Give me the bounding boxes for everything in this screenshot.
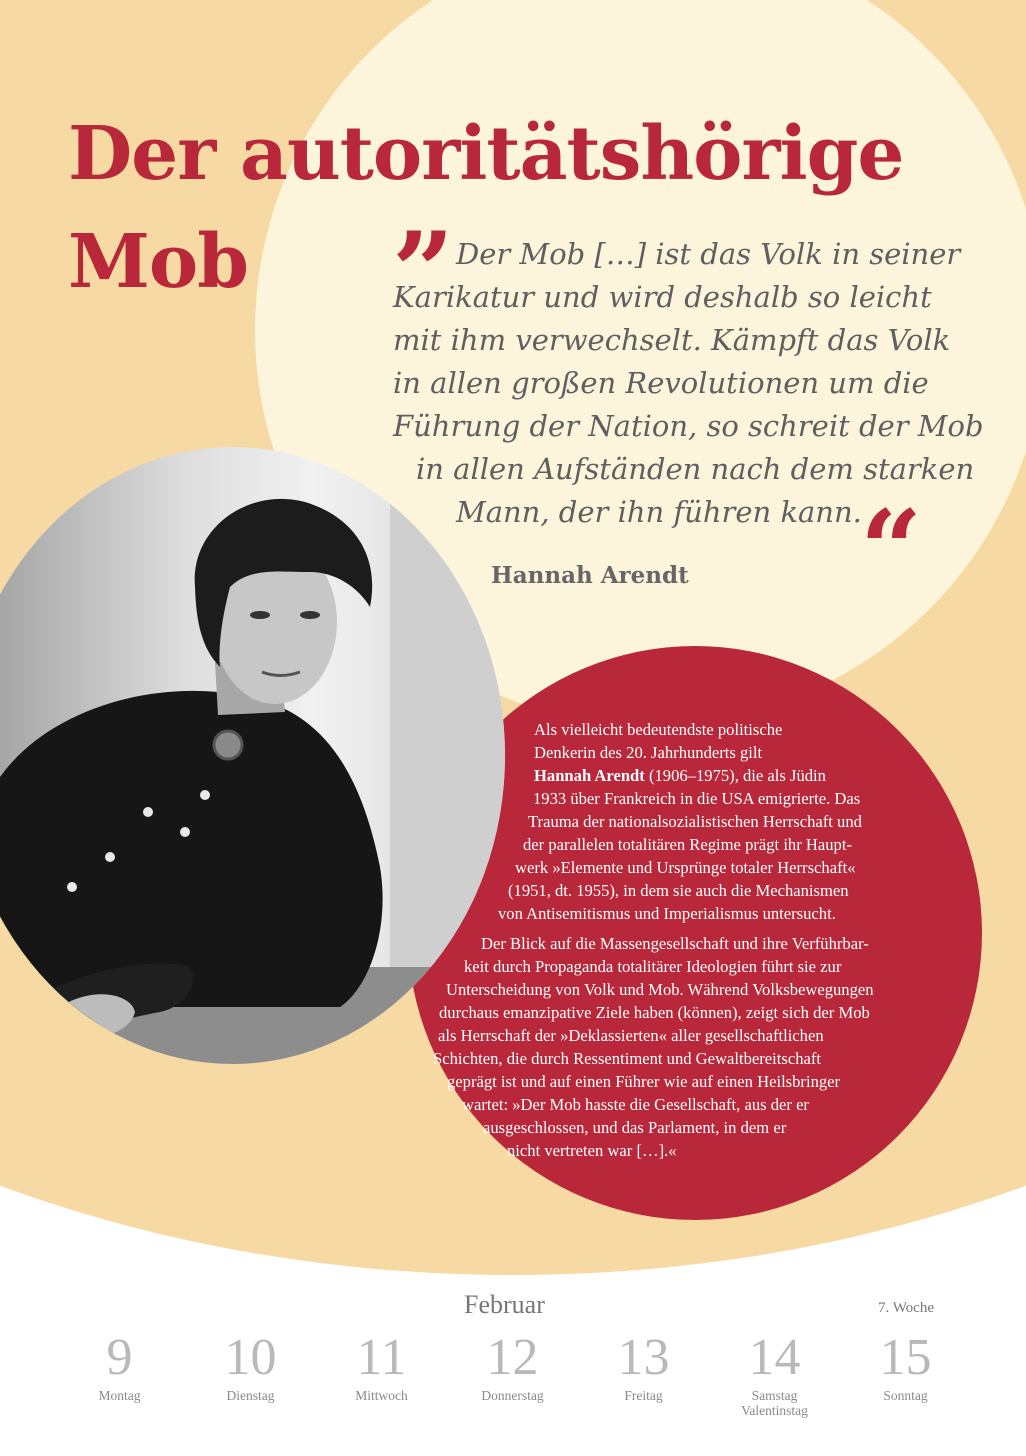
day-number: 13 (617, 1329, 670, 1386)
title-line-2: Mob (68, 219, 249, 305)
body-text-line (534, 764, 826, 787)
quote-author: Hannah Arendt (491, 562, 689, 589)
day-number: 9 (106, 1329, 133, 1386)
body-text-line: Unterscheidung von Volk und Mob. Während Volksbewegungen (446, 980, 874, 999)
day-name: Dienstag (226, 1388, 275, 1403)
body-text-line: 1933 über Frankreich in die USA emigrierte. Das (533, 789, 861, 808)
day-number: 12 (486, 1329, 539, 1386)
day-name: Freitag (624, 1388, 663, 1403)
calendar-week: 7. Woche (878, 1300, 935, 1316)
calendar-day (840, 1328, 971, 1403)
body-text-line: Schichten, die durch Ressentiment und Gewaltbereitschaft (433, 1049, 821, 1068)
quote-line: in allen Aufständen nach dem starken (416, 452, 975, 486)
calendar-day (316, 1328, 447, 1403)
body-text-line: als Herrschaft der »Deklassierten« aller gesellschaftlichen (438, 1026, 824, 1045)
calendar-day (578, 1328, 709, 1403)
body-text-line: Der Blick auf die Massengesellschaft und ihre Verführbar- (481, 934, 869, 953)
calendar-day (54, 1328, 185, 1403)
body-text-line: (1951, dt. 1955), in dem sie auch die Mechanismen (508, 881, 849, 900)
title-line-1: Der autoritätshörige (68, 111, 904, 197)
body-text-line: ausgeschlossen, und das Parlament, in dem er (483, 1118, 787, 1137)
body-bold-name: Hannah Arendt (534, 766, 645, 785)
day-number: 15 (879, 1329, 932, 1386)
calendar-day (185, 1328, 316, 1403)
open-quote-mark: ” (392, 209, 455, 335)
day-name: Donnerstag (481, 1388, 544, 1403)
body-text-line: Denkerin des 20. Jahrhunderts gilt (534, 743, 763, 762)
body-text-line: der parallelen totalitären Regime prägt ihr Haupt- (523, 835, 852, 854)
body-text-line: Als vielleicht bedeutendste politische (534, 720, 783, 739)
body-text-line: durchaus emanzipative Ziele haben (können), zeigt sich der Mob (439, 1003, 870, 1022)
day-note: Valentinstag (741, 1403, 808, 1418)
quote-line: Mann, der ihn führen kann. (456, 495, 862, 529)
body-text-line: wartet: »Der Mob hasste die Gesellschaft, aus der er (462, 1095, 809, 1114)
day-name: Samstag (751, 1388, 798, 1403)
body-text-line: keit durch Propaganda totalitärer Ideologien führt sie zur (464, 957, 842, 976)
quote-line: Führung der Nation, so schreit der Mob (393, 409, 984, 443)
body-text-line: werk »Elemente und Ursprünge totaler Herrschaft« (515, 858, 856, 877)
day-number: 11 (356, 1329, 407, 1386)
body-text-line: nicht vertreten war […].« (507, 1141, 677, 1160)
close-quote-mark: “ (860, 487, 923, 613)
body-text-line: von Antisemitismus und Imperialismus untersucht. (498, 904, 836, 923)
day-number: 14 (748, 1329, 801, 1386)
calendar-day (447, 1328, 578, 1403)
quote-line: mit ihm verwechselt. Kämpft das Volk (393, 323, 951, 357)
day-name: Sonntag (883, 1388, 928, 1403)
body-text-span: (1906–1975), die als Jüdin (644, 766, 826, 785)
day-name: Montag (98, 1388, 141, 1403)
day-number: 10 (224, 1329, 277, 1386)
quote-line: Karikatur und wird deshalb so leicht (393, 280, 932, 314)
calendar-month: Februar (464, 1290, 545, 1319)
body-text-line: Trauma der nationalsozialistischen Herrschaft und (528, 812, 862, 831)
calendar-day (709, 1328, 840, 1418)
day-name: Mittwoch (355, 1388, 408, 1403)
quote-line: in allen großen Revolutionen um die (393, 366, 929, 400)
body-text-line: geprägt ist und auf einen Führer wie auf einen Heilsbringer (447, 1072, 841, 1091)
quote-line: Der Mob […] ist das Volk in seiner (456, 237, 961, 271)
